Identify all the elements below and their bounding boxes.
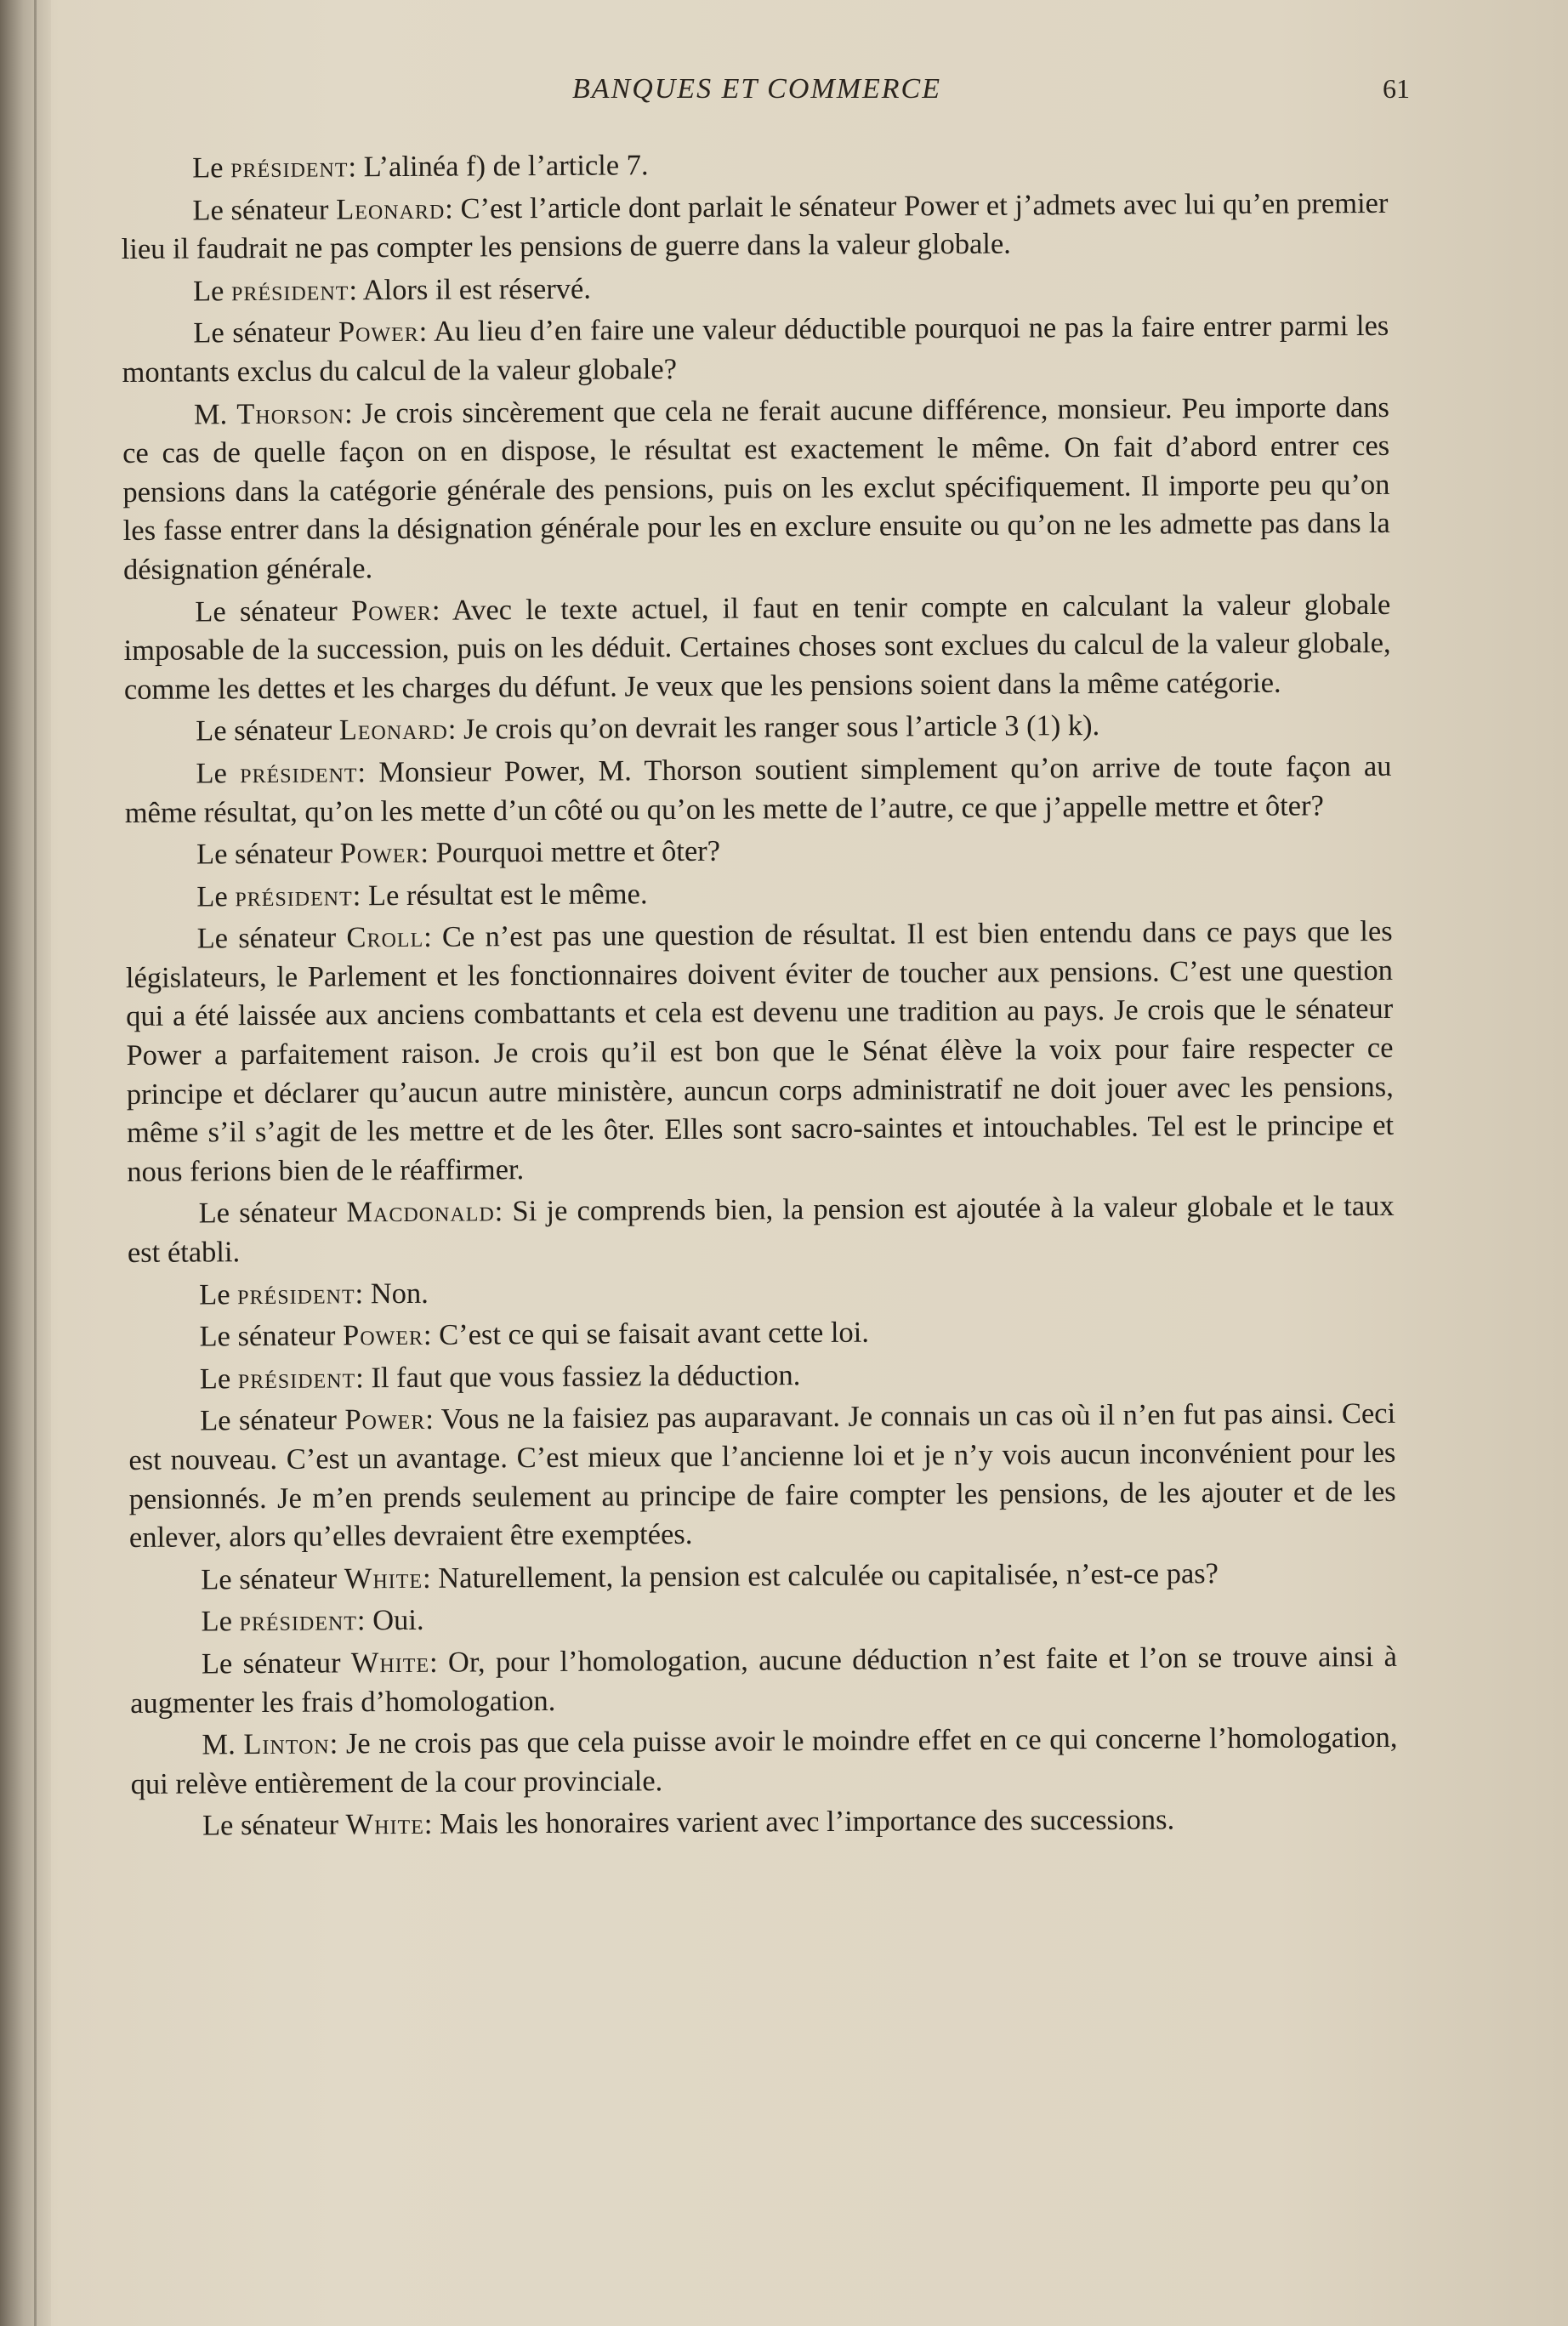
speech-text: : C’est l’article dont parlait le sénateur Power et j’admets avec lui qu’en premier lieu il faudrait ne pas compter les pensions de guerre dans la valeur globale. [121,186,1389,266]
transcript-paragraph [122,388,1390,589]
speaker-prefix: Le [196,879,228,913]
speaker-prefix: Le sénateur [196,837,333,871]
speaker-prefix: Le sénateur [202,1808,339,1842]
transcript-paragraph [130,1719,1398,1804]
spacer [227,398,236,430]
speech-text: : Il faut que vous fassiez la déduction. [355,1358,801,1395]
transcript-paragraph [130,1638,1398,1723]
speech-text: : Le résultat est le même. [352,877,648,913]
spacer [332,714,339,747]
speaker-prefix: M. [202,1728,236,1761]
speaker-prefix: Le [199,1362,231,1396]
speaker-name: White [345,1808,424,1841]
speech-text: : Si je comprends bien, la pension est ajoutée à la valeur globale et le taux est établi. [127,1190,1395,1270]
speaker-prefix: Le sénateur [200,1403,338,1437]
spacer [227,757,241,789]
speech-text: : Oui. [356,1604,424,1637]
transcript-paragraph [125,828,1392,875]
spacer [223,151,230,184]
spacer [335,1320,343,1352]
speaker-name: Power [339,836,421,870]
transcript-paragraph [125,871,1392,918]
transcript-paragraph [121,142,1388,189]
speaker-name: Leonard [336,192,446,226]
speaker-name: président [239,1604,358,1638]
spacer [232,1606,240,1638]
speaker-name: Macdonald [346,1195,495,1229]
spacer [332,838,340,870]
spacer [230,1362,238,1395]
speaker-prefix: Le sénateur [193,316,331,350]
speaker-prefix: Le sénateur [201,1562,338,1596]
speech-text: : Je crois sincèrement que cela ne ferait aucune différence, monsieur. Peu importe dans ce cas de quelle façon on en dispose, le résultat est exactement le même. On fait d’abord entrer ces pensions dans la catégorie générale des pensions, puis on les exclut spécifiquement. Il importe peu qu’on les fasse entrer dans la désignation générale pour les en exclure ensuite ou qu’on ne les admette pas dans la désignation générale. [122,390,1390,586]
speaker-prefix: Le sénateur [198,1196,338,1230]
spacer [330,316,338,349]
speaker-prefix: Le sénateur [199,1319,336,1353]
speaker-prefix: Le [196,757,227,790]
speaker-name: Power [338,316,419,349]
transcript-paragraph [131,1800,1398,1846]
speaker-prefix: Le [192,151,224,185]
speaker-name: Power [350,594,433,627]
spacer [228,880,236,913]
speaker-name: président [237,1362,356,1395]
speaker-name: Thorson [236,396,345,430]
speech-text: : Alors il est réservé. [349,272,592,307]
transcript-paragraph [129,1554,1396,1601]
transcript-paragraph [128,1395,1396,1557]
spacer [338,594,351,627]
spacer [230,1278,237,1311]
speech-text: : L’alinéa f) de l’article 7. [348,149,649,184]
speaker-name: Croll [346,921,424,954]
speaker-name: Leonard [338,713,448,747]
speaker-name: président [235,879,353,913]
speaker-prefix: Le [192,275,224,308]
speaker-prefix: Le sénateur [201,1646,341,1681]
speech-text: : Au lieu d’en faire une valeur déductible pourquoi ne pas la faire entrer parmi les montants exclus du calcul de la valeur globale? [122,310,1389,389]
spacer [328,193,336,225]
page-number: 61 [1383,73,1410,104]
speech-text: : Je crois qu’on devrait les ranger sous l’article 3 (1) k). [447,709,1100,746]
spacer [236,1728,244,1760]
speaker-name: président [230,151,349,185]
running-header [119,73,1410,107]
speaker-prefix: Le sénateur [196,921,337,955]
transcript-paragraph [122,265,1389,312]
transcript-paragraph [126,913,1395,1191]
speech-text: : Avec le texte actuel, il faut en tenir compte en calculant la valeur globale imposable de la succession, puis on les déduit. Certaines choses sont exclues du calcul de la valeur globale, comme les dettes et les charges du défunt. Je veux que les pensions soient dans la même catégorie. [123,588,1391,706]
speaker-name: président [237,1277,355,1311]
running-title: BANQUES ET COMMERCE [571,73,941,105]
speaker-name: président [230,274,349,307]
speech-text: : Naturellement, la pension est calculée ou capitalisée, n’est-ce pas? [422,1556,1219,1595]
transcript-paragraph [128,1311,1395,1357]
spacer [340,1646,351,1679]
speaker-name: White [350,1646,430,1680]
speech-text: : C’est ce qui se faisait avant cette loi. [423,1316,870,1352]
speaker-prefix: Le [201,1605,233,1638]
speaker-name: Power [342,1319,424,1352]
speaker-prefix: Le sénateur [196,714,332,748]
binding-edge-line [34,0,37,2326]
speaker-prefix: M. [193,397,228,431]
transcript-paragraph [123,585,1391,709]
speech-text: : Monsieur Power, M. Thorson soutient simplement qu’on arrive de toute façon au même résultat, qu’on les mette d’un côté ou qu’on les mette de l’autre, ce que j’appelle mettre et ôter? [124,749,1392,829]
transcript-paragraph [129,1595,1396,1642]
transcript-paragraph [124,748,1392,833]
speech-text: : Mais les honoraires varient avec l’importance des successions. [423,1803,1175,1841]
spacer [224,275,231,307]
speaker-name: Linton [243,1727,330,1761]
transcript-paragraph [128,1268,1395,1315]
transcript-paragraph [128,1187,1395,1272]
spacer [337,1562,344,1595]
spacer [337,1197,346,1229]
speaker-prefix: Le sénateur [195,594,338,628]
speech-text: : Ce n’est pas une question de résultat. Il est bien entendu dans ce pays que les législateurs, le Parlement et les fonctionnaires doivent éviter de toucher aux pensions. C’est une question qui a été laissée aux anciens combattants et cela est devenu une tradition au pays. Je crois que le sénateur Power a parfaitement raison. Je crois qu’il est bon que le Sénat élève la voix pour faire respecter ce principe et déclarer qu’aucun autre ministère, auncun corps administratif ne doit jouer avec les pensions, même s’il s’agit de les mettre et de les ôter. Elles sont sacro-saintes et intouchables. Tel est le principe et nous ferions bien de le réaffirmer. [125,915,1395,1188]
speech-text: : Non. [355,1277,429,1310]
speaker-prefix: Le sénateur [192,193,329,227]
speaker-name: Power [344,1403,426,1436]
speech-text: : Pourquoi mettre et ôter? [420,834,721,869]
speaker-name: président [240,756,358,790]
transcript-paragraph [122,307,1389,392]
speech-text: : Or, pour l’homologation, aucune déduction n’est faite et l’on se trouve ainsi à augmenter les frais d’homologation. [130,1640,1397,1720]
book-spine-shadow [0,0,51,2326]
spacer [336,922,346,954]
spacer [338,1809,346,1841]
speaker-prefix: Le [199,1277,230,1311]
transcript-paragraph [128,1353,1395,1400]
transcript-body [121,142,1398,1850]
transcript-paragraph [124,705,1391,752]
speech-text: : Je ne crois pas que cela puisse avoir le moindre effet en ce qui concerne l’homologation, qui relève entièrement de la cour provinciale. [130,1721,1398,1800]
transcript-paragraph [121,184,1389,269]
speaker-name: White [344,1561,423,1595]
speech-text: : Vous ne la faisiez pas auparavant. Je connais un cas où il n’en fut pas ainsi. Ceci est nouveau. C’est un avantage. C’est mieux que l’ancienne loi et je n’y vois aucun inconvénient pour les pensionnés. Je m’en prends seulement au principe de faire compter les pensions, de les ajouter et de les enlever, alors qu’elles devraient être exemptées. [128,1397,1396,1555]
